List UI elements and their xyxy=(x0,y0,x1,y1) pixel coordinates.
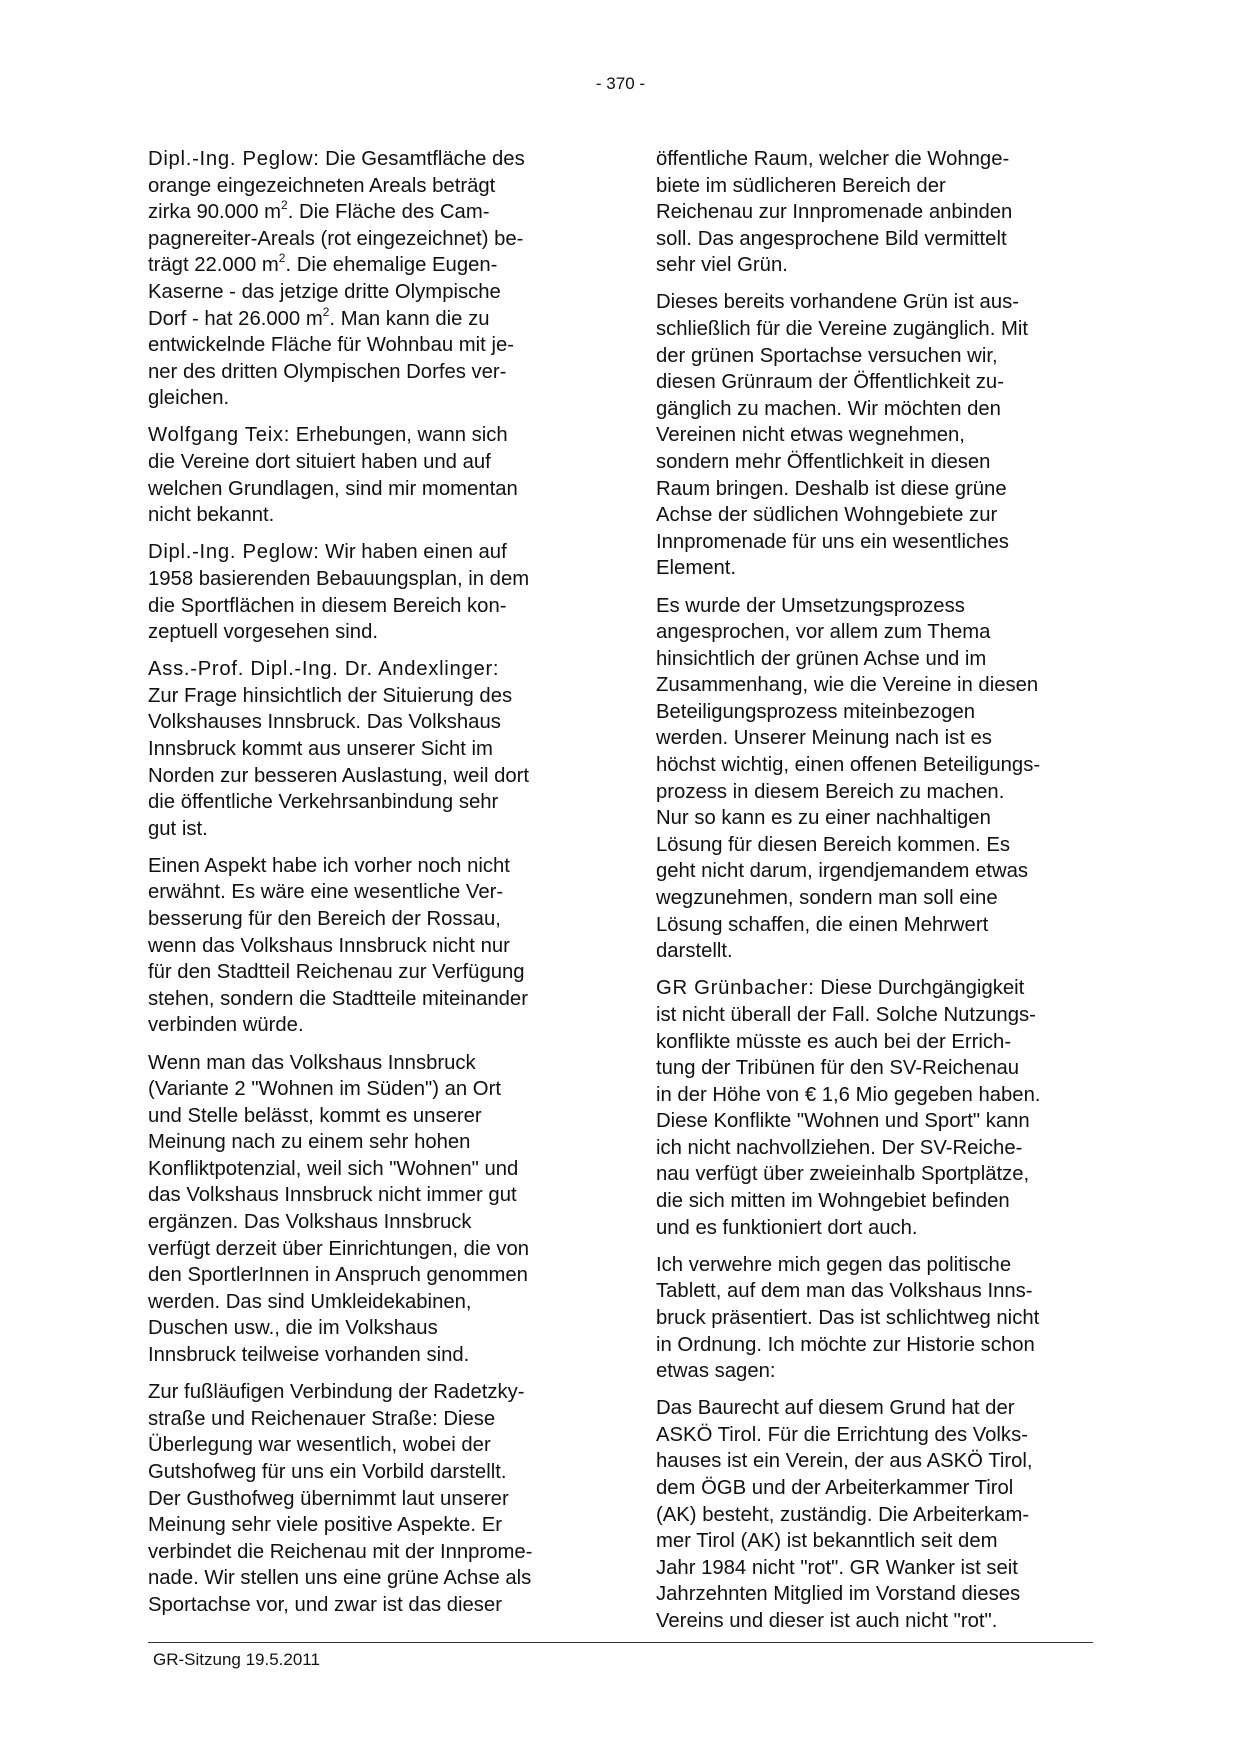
text-line: hauses ist ein Verein, der aus ASKÖ Tirol, xyxy=(656,1450,1033,1473)
text-line: schließlich für die Vereine zugänglich. Mit xyxy=(656,318,1029,341)
text-line: Meinung nach zu einem sehr hohen xyxy=(148,1131,471,1154)
paragraph xyxy=(148,422,593,528)
text-line: Reichenau zur Innpromenade anbinden xyxy=(656,201,1013,224)
text-line: Diese Konflikte "Wohnen und Sport" kann xyxy=(656,1110,1030,1133)
speaker-name: Ass.-Prof. Dipl.-Ing. Dr. Andexlinger: xyxy=(148,658,500,681)
text-line: und Stelle belässt, kommt es unserer xyxy=(148,1104,482,1127)
text-line: Innpromenade für uns ein wesentliches xyxy=(656,530,1009,553)
text-line: Ich verwehre mich gegen das politische xyxy=(656,1253,1012,1276)
text-line: . Die Fläche des Cam- xyxy=(287,201,490,224)
text-line: zeptuell vorgesehen sind. xyxy=(148,621,379,644)
text-line: Jahrzehnten Mitglied im Vorstand dieses xyxy=(656,1583,1021,1606)
text-line: ner des dritten Olympischen Dorfes ver- xyxy=(148,360,507,383)
text-line: Die Gesamtfläche des xyxy=(319,148,525,170)
page-number: - 370 - xyxy=(595,74,646,93)
speaker-name: Dipl.-Ing. Peglow: xyxy=(148,148,320,170)
text-line: zirka 90.000 m xyxy=(148,201,282,224)
text-line: gänglich zu machen. Wir möchten den xyxy=(656,397,1001,420)
text-line: die Sportflächen in diesem Bereich kon- xyxy=(148,594,507,617)
text-line: Zur fußläufigen Verbindung der Radetzky- xyxy=(148,1381,525,1404)
text-line: Volkshauses Innsbruck. Das Volkshaus xyxy=(148,711,501,734)
text-line: gut ist. xyxy=(148,817,208,840)
paragraph xyxy=(656,593,1101,965)
text-line: erwähnt. Es wäre eine wesentliche Ver- xyxy=(148,881,504,904)
paragraph xyxy=(148,1379,593,1618)
paragraph xyxy=(656,289,1101,582)
text-line: nicht bekannt. xyxy=(148,504,275,527)
text-line: angesprochen, vor allem zum Thema xyxy=(656,621,991,644)
text-line: sondern mehr Öffentlichkeit in diesen xyxy=(656,451,991,474)
text-line: Lösung für diesen Bereich kommen. Es xyxy=(656,833,1010,856)
paragraph xyxy=(148,539,593,645)
text-line: in Ordnung. Ich möchte zur Historie schon xyxy=(656,1333,1035,1356)
text-line: Vereins und dieser ist auch nicht "rot". xyxy=(656,1609,998,1632)
text-line: Achse der südlichen Wohngebiete zur xyxy=(656,504,998,527)
text-line: Jahr 1984 nicht "rot". GR Wanker ist seit xyxy=(656,1556,1018,1579)
text-line: Überlegung war wesentlich, wobei der xyxy=(148,1434,491,1457)
text-line: nade. Wir stellen uns eine grüne Achse als xyxy=(148,1567,532,1590)
paragraph xyxy=(656,146,1101,279)
text-line: Zur Frage hinsichtlich der Situierung des xyxy=(148,684,513,707)
text-line: und es funktioniert dort auch. xyxy=(656,1216,918,1239)
text-line: ergänzen. Das Volkshaus Innsbruck xyxy=(148,1211,472,1234)
text-line: orange eingezeichneten Areals beträgt xyxy=(148,174,496,197)
text-line: prozess in diesem Bereich zu machen. xyxy=(656,780,1005,803)
paragraph xyxy=(148,146,593,412)
text-line: die öffentliche Verkehrsanbindung sehr xyxy=(148,791,499,814)
text-line: konflikte müsste es auch bei der Errich- xyxy=(656,1030,1012,1053)
text-line: Wir haben einen auf xyxy=(319,541,507,564)
text-line: tung der Tribünen für den SV-Reichenau xyxy=(656,1057,1020,1080)
text-line: werden. Das sind Umkleidekabinen, xyxy=(148,1290,472,1313)
text-line: Element. xyxy=(656,557,737,580)
paragraph xyxy=(148,656,593,842)
text-line: straße und Reichenauer Straße: Diese xyxy=(148,1407,496,1430)
right-column xyxy=(656,146,1101,1645)
superscript: 2 xyxy=(278,251,286,266)
text-line: ist nicht überall der Fall. Solche Nutzungs- xyxy=(656,1003,1036,1026)
text-line: (AK) besteht, zuständig. Die Arbeiterkam- xyxy=(656,1503,1030,1526)
text-line: verbinden würde. xyxy=(148,1014,304,1037)
text-line: stehen, sondern die Stadtteile miteinander xyxy=(148,987,528,1010)
text-line: Es wurde der Umsetzungsprozess xyxy=(656,594,965,617)
text-line: dem ÖGB und der Arbeiterkammer Tirol xyxy=(656,1477,1014,1499)
text-line: werden. Unserer Meinung nach ist es xyxy=(656,727,992,750)
text-line: Meinung sehr viele positive Aspekte. Er xyxy=(148,1514,502,1537)
text-line: Sportachse vor, und zwar ist das dieser xyxy=(148,1593,502,1616)
text-line: die sich mitten im Wohngebiet befinden xyxy=(656,1190,1010,1213)
text-line: Wenn man das Volkshaus Innsbruck xyxy=(148,1051,476,1074)
text-line: Dieses bereits vorhandene Grün ist aus- xyxy=(656,291,1019,314)
text-line: Der Gusthofweg übernimmt laut unserer xyxy=(148,1487,509,1510)
text-line: . Man kann die zu xyxy=(329,307,490,330)
text-line: Einen Aspekt habe ich vorher noch nicht xyxy=(148,854,510,877)
text-line: ASKÖ Tirol. Für die Errichtung des Volks- xyxy=(656,1423,1028,1446)
text-line: das Volkshaus Innsbruck nicht immer gut xyxy=(148,1184,517,1207)
footer-session-date: GR-Sitzung 19.5.2011 xyxy=(153,1650,320,1669)
speaker-name: Dipl.-Ing. Peglow: xyxy=(148,541,320,564)
text-line: . Die ehemalige Eugen- xyxy=(285,254,498,277)
text-line: Nur so kann es zu einer nachhaltigen xyxy=(656,807,991,830)
text-line: Diese Durchgängigkeit xyxy=(814,977,1025,1000)
superscript: 2 xyxy=(281,198,288,213)
text-line: hinsichtlich der grünen Achse und im xyxy=(656,647,987,670)
text-line: Lösung schaffen, die einen Mehrwert xyxy=(656,913,989,936)
paragraph xyxy=(656,975,1101,1241)
text-line: verfügt derzeit über Einrichtungen, die von xyxy=(148,1237,530,1260)
superscript: 2 xyxy=(322,304,330,319)
speaker-name: GR Grünbacher: xyxy=(656,977,815,1000)
text-line: in der Höhe von € 1,6 Mio gegeben haben. xyxy=(656,1083,1041,1106)
text-line: Gutshofweg für uns ein Vorbild darstellt. xyxy=(148,1460,507,1483)
text-line: den SportlerInnen in Anspruch genommen xyxy=(148,1264,528,1287)
paragraph xyxy=(656,1252,1101,1385)
text-line: Raum bringen. Deshalb ist diese grüne xyxy=(656,477,1007,500)
paragraph xyxy=(148,1050,593,1369)
text-line: Konfliktpotenzial, weil sich "Wohnen" und xyxy=(148,1157,519,1180)
text-line: sehr viel Grün. xyxy=(656,254,788,277)
text-line: 1958 basierenden Bebauungsplan, in dem xyxy=(148,567,530,590)
text-line: bruck präsentiert. Das ist schlichtweg nicht xyxy=(656,1306,1040,1329)
speaker-name: Wolfgang Teix: xyxy=(148,424,291,447)
text-line: Kaserne - das jetzige dritte Olympische xyxy=(148,280,501,303)
text-line: Erhebungen, wann sich xyxy=(290,424,508,447)
text-line: geht nicht darum, irgendjemandem etwas xyxy=(656,860,1029,883)
text-line: Innsbruck kommt aus unserer Sicht im xyxy=(148,737,493,760)
text-line: Das Baurecht auf diesem Grund hat der xyxy=(656,1397,1015,1420)
text-line: Duschen usw., die im Volkshaus xyxy=(148,1317,438,1340)
text-line: öffentliche Raum, welcher die Wohnge- xyxy=(656,148,1010,170)
text-line: welchen Grundlagen, sind mir momentan xyxy=(148,477,518,500)
text-line: Dorf - hat 26.000 m xyxy=(148,307,323,330)
left-column xyxy=(148,146,593,1629)
text-line: pagnereiter-Areals (rot eingezeichnet) be- xyxy=(148,227,524,250)
text-line: verbindet die Reichenau mit der Innprome- xyxy=(148,1540,533,1563)
text-line: etwas sagen: xyxy=(656,1360,776,1383)
text-line: Norden zur besseren Auslastung, weil dort xyxy=(148,764,530,787)
text-line: Tablett, auf dem man das Volkshaus Inns- xyxy=(656,1280,1033,1303)
text-line: diesen Grünraum der Öffentlichkeit zu- xyxy=(656,371,1004,394)
text-line: wegzunehmen, sondern man soll eine xyxy=(656,887,998,910)
text-line: ich nicht nachvollziehen. Der SV-Reiche- xyxy=(656,1136,1023,1159)
text-line: wenn das Volkshaus Innsbruck nicht nur xyxy=(148,934,510,957)
text-line: entwickelnde Fläche für Wohnbau mit je- xyxy=(148,334,514,357)
text-line: der grünen Sportachse versuchen wir, xyxy=(656,344,998,367)
text-line: Beteiligungsprozess miteinbezogen xyxy=(656,700,976,723)
text-line: Zusammenhang, wie die Vereine in diesen xyxy=(656,674,1039,697)
text-line: höchst wichtig, einen offenen Beteiligungs- xyxy=(656,754,1041,777)
footer-divider xyxy=(148,1642,1093,1643)
paragraph xyxy=(656,1395,1101,1634)
paragraph xyxy=(148,853,593,1039)
text-line: Vereinen nicht etwas wegnehmen, xyxy=(656,424,965,447)
text-line: Innsbruck teilweise vorhanden sind. xyxy=(148,1344,470,1367)
text-line: (Variante 2 "Wohnen im Süden") an Ort xyxy=(148,1078,501,1101)
text-line: biete im südlicheren Bereich der xyxy=(656,174,946,197)
text-line: soll. Das angesprochene Bild vermittelt xyxy=(656,227,1007,250)
text-line: nau verfügt über zweieinhalb Sportplätze, xyxy=(656,1163,1030,1186)
text-line: gleichen. xyxy=(148,387,230,410)
text-line: mer Tirol (AK) ist bekanntlich seit dem xyxy=(656,1530,998,1553)
text-line: besserung für den Bereich der Rossau, xyxy=(148,908,501,931)
text-line: darstellt. xyxy=(656,940,733,963)
text-line: trägt 22.000 m xyxy=(148,254,279,277)
text-line: die Vereine dort situiert haben und auf xyxy=(148,451,491,474)
text-line: für den Stadtteil Reichenau zur Verfügung xyxy=(148,961,525,984)
